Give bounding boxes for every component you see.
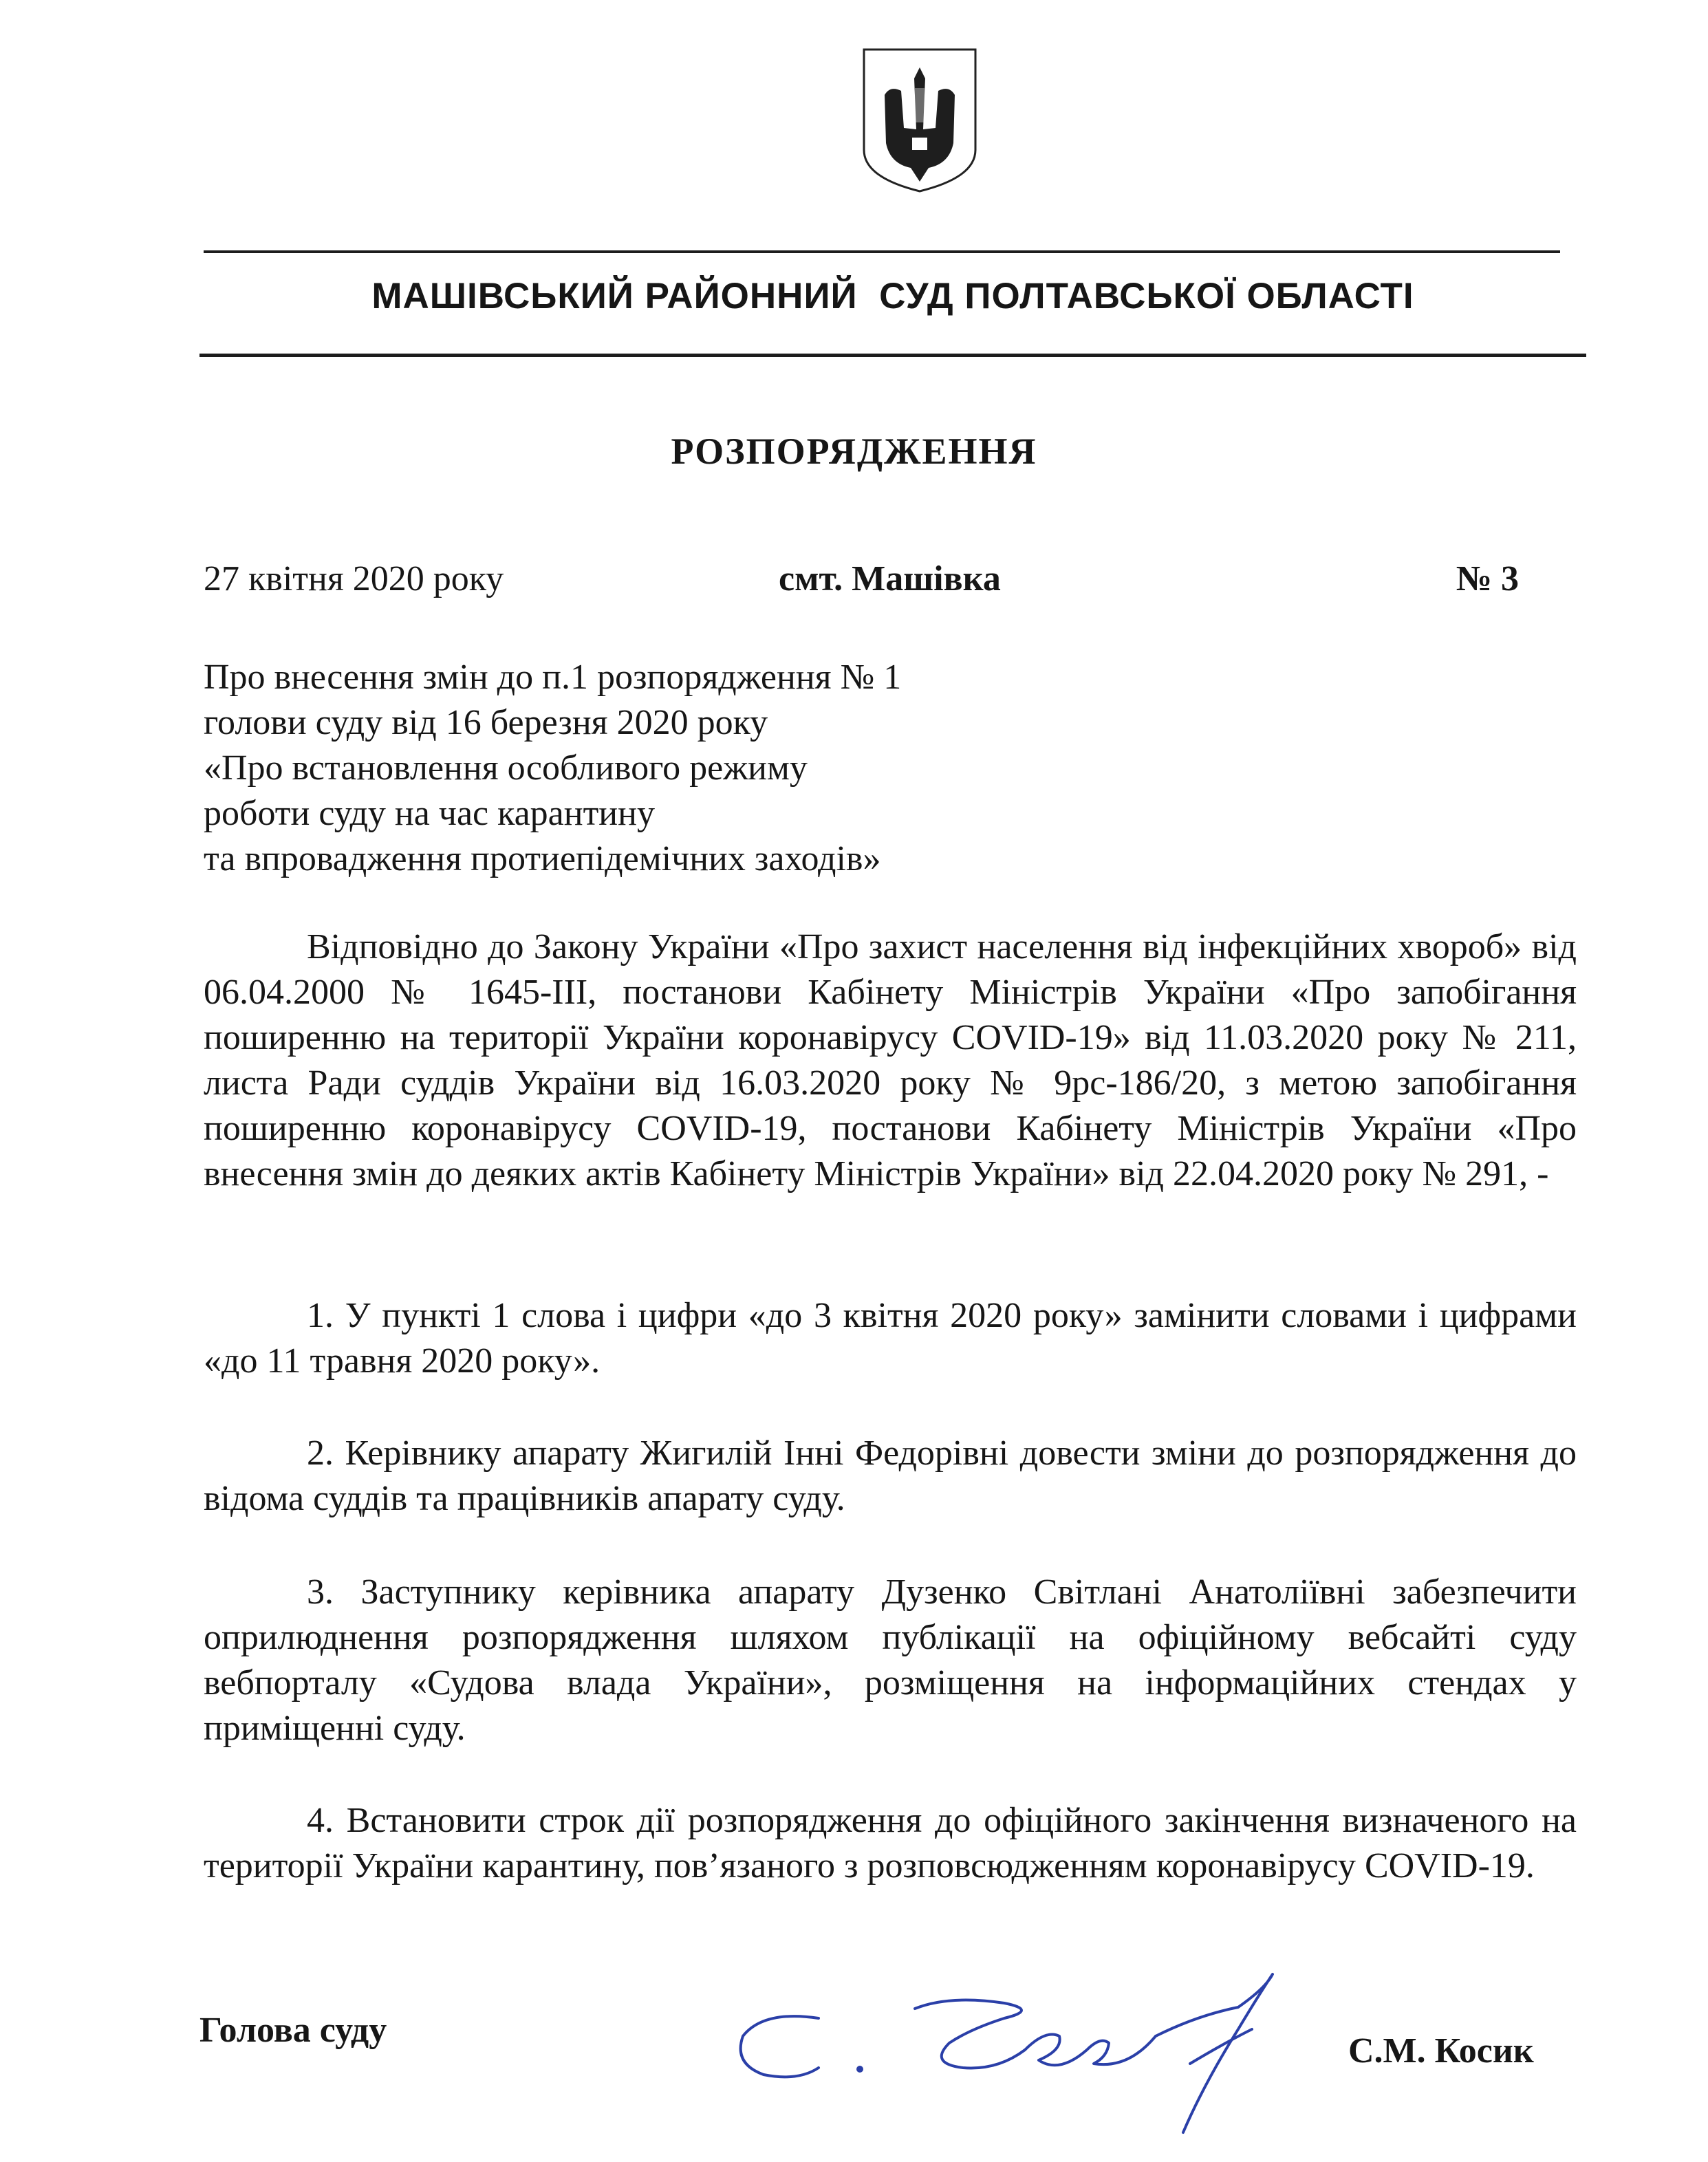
header-top-rule <box>204 250 1560 253</box>
order-item-2: 2. Керівнику апарату Жигилій Інні Федорівні довести зміни до розпорядження до відома суддів та працівників апарату суду. <box>204 1434 1577 1518</box>
coat-of-arms-icon <box>860 47 980 194</box>
document-subject <box>204 655 1304 882</box>
court-name: МАШІВСЬКИЙ РАЙОННИЙ СУД ПОЛТАВСЬКОЇ ОБЛАСТІ <box>371 276 1414 316</box>
subject-line: голови суду від 16 березня 2020 року <box>204 703 768 742</box>
preamble-paragraph: Відповідно до Закону України «Про захист населення від інфекційних хвороб» від 06.04.2000 № 1645-III, постанови Кабінету Міністрів України «Про запобігання поширенню на території України коронавірусу COVID-19» від 11.03.2020 року № 211, листа Ради суддів України від 16.03.2020 року № 9рс-186/20, з метою запобігання поширенню коронавірусу COVID-19, постанови Кабінету Міністрів України «Про внесення змін до деяких актів Кабінету Міністрів України» від 22.04.2020 року № 291, - <box>204 927 1577 1193</box>
signatory-position: Голова суду <box>199 2011 387 2050</box>
document-place: смт. Машівка <box>779 559 1001 598</box>
subject-line: роботи суду на час карантину <box>204 794 655 833</box>
order-item-3: 3. Заступнику керівника апарату Дузенко Світлані Анатоліївні забезпечити оприлюднення розпорядження шляхом публікації на офіційному вебсайті суду вебпорталу «Судова влада України», розміщення на інформаційних стендах у приміщенні суду. <box>204 1572 1577 1748</box>
order-item-4: 4. Встановити строк дії розпорядження до офіційного закінчення визначеного на території України карантину, пов’язаного з розповсюдженням коронавірусу COVID-19. <box>204 1801 1577 1885</box>
subject-line: та впровадження протиепідемічних заходів» <box>204 839 881 878</box>
subject-line: «Про встановлення особливого режиму <box>204 748 808 788</box>
signatory-name: С.М. Косик <box>1348 2031 1534 2071</box>
header-bottom-rule <box>199 354 1586 357</box>
document-title: РОЗПОРЯДЖЕННЯ <box>671 431 1037 472</box>
document-number: № 3 <box>1456 559 1519 598</box>
document-date: 27 квітня 2020 року <box>204 559 504 598</box>
subject-line: Про внесення змін до п.1 розпорядження № 1 <box>204 658 902 697</box>
handwritten-signature <box>715 1947 1376 2146</box>
order-item-1: 1. У пункті 1 слова і цифри «до 3 квітня 2020 року» замінити словами і цифрами «до 11 травня 2020 року». <box>204 1296 1577 1381</box>
document-meta-row <box>204 559 1519 607</box>
